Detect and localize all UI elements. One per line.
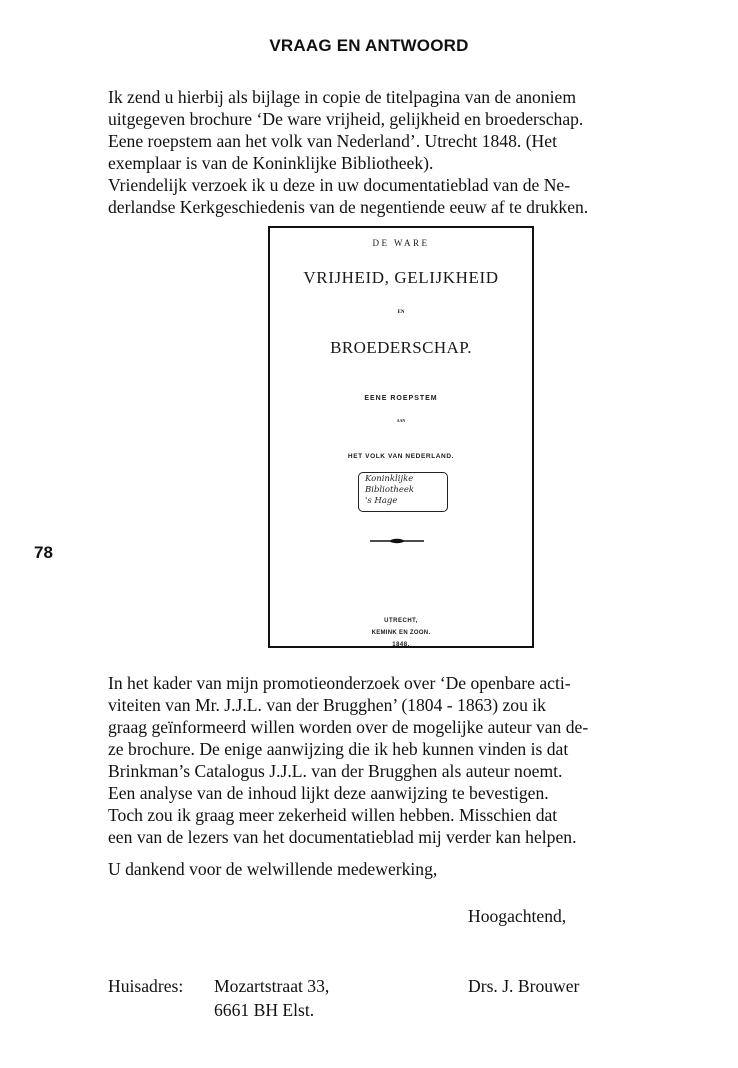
text-line: een van de lezers van het documentatieblad mij verder kan helpen. bbox=[108, 827, 577, 847]
paragraph-intro bbox=[108, 86, 712, 174]
text-line: Een analyse van de inhoud lijkt deze aanwijzing te bevestigen. bbox=[108, 783, 549, 803]
address-street: Mozartstraat 33, bbox=[214, 976, 330, 996]
stamp-line: 's Hage bbox=[365, 496, 398, 506]
title-page-line: DE WARE bbox=[372, 238, 430, 248]
title-page-main-title: VRIJHEID, GELIJKHEID bbox=[303, 268, 499, 287]
title-page-line: AAN bbox=[396, 418, 406, 423]
text-line: ze brochure. De enige aanwijzing die ik heb kunnen vinden is dat bbox=[108, 739, 569, 759]
title-page-subtitle: HET VOLK VAN NEDERLAND. bbox=[347, 453, 455, 460]
paragraph-research bbox=[108, 672, 712, 848]
page-heading: VRAAG EN ANTWOORD bbox=[269, 36, 469, 55]
text-line: graag geïnformeerd willen worden over de mogelijke auteur van de- bbox=[108, 717, 589, 737]
paragraph-request bbox=[108, 174, 712, 218]
title-page-imprint: KEMINK EN ZOON. bbox=[371, 630, 431, 636]
text-line: exemplaar is van de Koninklijke Bibliotheek). bbox=[108, 153, 434, 173]
text-line: derlandse Kerkgeschiedenis van de negentiende eeuw af te drukken. bbox=[108, 197, 589, 217]
text-line: U dankend voor de welwillende medewerking, bbox=[108, 859, 438, 879]
page-number: 78 bbox=[34, 543, 53, 562]
library-stamp bbox=[358, 472, 448, 512]
text-line: In het kader van mijn promotieonderzoek over ‘De openbare acti- bbox=[108, 673, 571, 693]
text-line: viteiten van Mr. J.J.L. van der Brugghen’ (1804 - 1863) zou ik bbox=[108, 695, 546, 715]
paragraph-thanks bbox=[108, 858, 712, 880]
title-page-subtitle: EENE ROEPSTEM bbox=[364, 395, 438, 402]
text-line: Eene roepstem aan het volk van Nederland’. Utrecht 1848. (Het bbox=[108, 131, 557, 151]
title-page-main-title: BROEDERSCHAP. bbox=[330, 338, 472, 357]
title-page-imprint: 1848. bbox=[392, 642, 410, 648]
brochure-title-page bbox=[268, 226, 534, 648]
closing-salutation: Hoogachtend, bbox=[468, 906, 567, 926]
address-city: 6661 BH Elst. bbox=[214, 1000, 315, 1020]
divider-ornament bbox=[370, 538, 424, 544]
title-page-line: EN bbox=[397, 310, 405, 315]
stamp-line: Koninklijke bbox=[365, 474, 414, 484]
text-line: Ik zend u hierbij als bijlage in copie de titelpagina van de anoniem bbox=[108, 87, 577, 107]
stamp-line: Bibliotheek bbox=[365, 485, 415, 495]
text-line: uitgegeven brochure ‘De ware vrijheid, gelijkheid en broederschap. bbox=[108, 109, 584, 129]
signature-name: Drs. J. Brouwer bbox=[468, 976, 580, 996]
text-line: Brinkman’s Catalogus J.J.L. van der Brugghen als auteur noemt. bbox=[108, 761, 563, 781]
title-page-imprint: UTRECHT, bbox=[384, 618, 418, 624]
text-line: Vriendelijk verzoek ik u deze in uw documentatieblad van de Ne- bbox=[108, 175, 571, 195]
address-label: Huisadres: bbox=[108, 976, 184, 996]
text-line: Toch zou ik graag meer zekerheid willen hebben. Misschien dat bbox=[108, 805, 558, 825]
